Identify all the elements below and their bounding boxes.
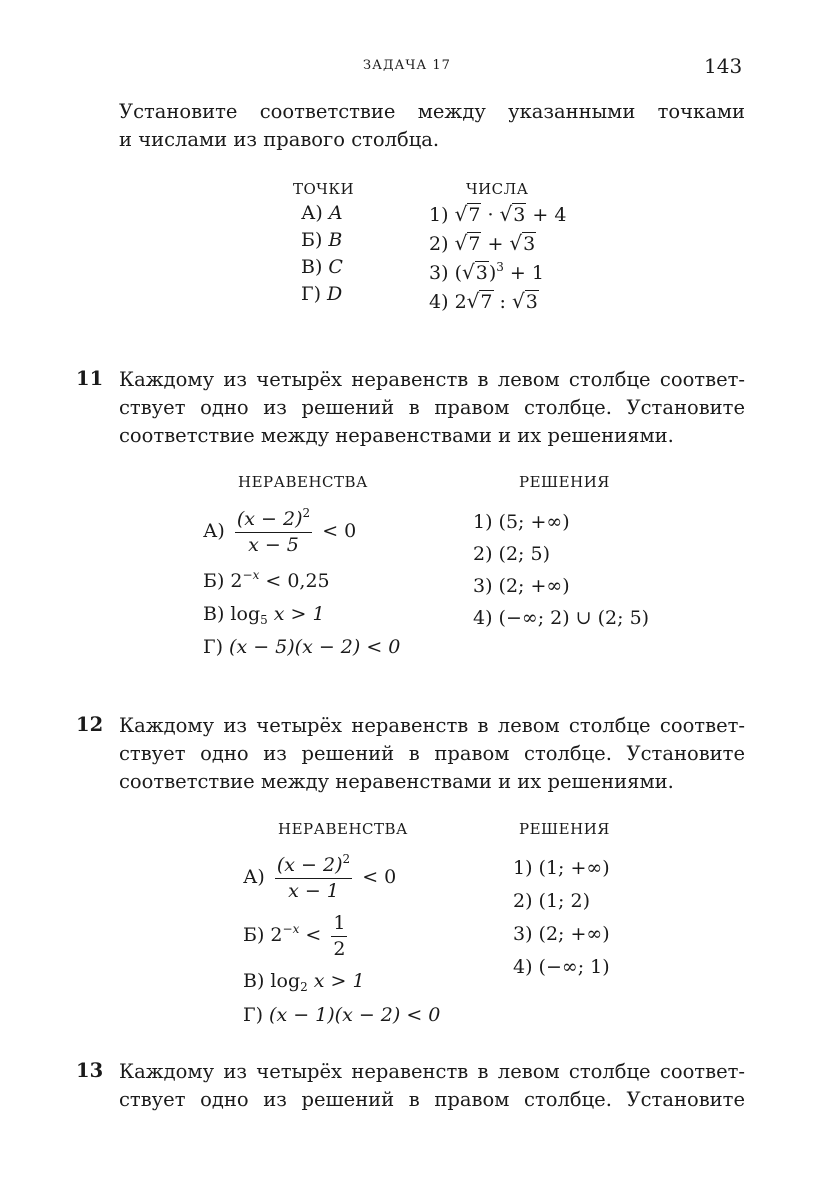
inequality-item: Г) (x − 1)(x − 2) < 0 xyxy=(243,1004,441,1026)
inequalities-column-header: НЕРАВЕНСТВА xyxy=(278,820,408,838)
solution-item: 3) (2; +∞) xyxy=(473,575,570,597)
sqrt-expression: √7 xyxy=(466,289,493,313)
solution-item: 2) (1; 2) xyxy=(513,890,590,912)
points-column-header: ТОЧКИ xyxy=(293,180,355,198)
solution-item: 4) (−∞; 1) xyxy=(513,956,610,978)
inequality-item: В) $\log_2 x > 1$ xyxy=(243,970,365,994)
task-text xyxy=(119,712,745,796)
solution-item: 2) (2; 5) xyxy=(473,543,550,565)
text-line: ствует одно из решений в правом столбце. Установите xyxy=(119,1088,745,1111)
inequality-item: В) $\log_5 x > 1$ xyxy=(203,603,325,627)
text-line: ствует одно из решений в правом столбце. Установите xyxy=(119,742,745,765)
fraction: $\frac{(x - 2)^2}{x - 1}$ xyxy=(276,852,351,902)
sqrt-expression: √7 xyxy=(454,231,481,255)
solution-item: 4) (−∞; 2) ∪ (2; 5) xyxy=(473,607,650,629)
number-item: 4) 2√7 : √3 xyxy=(429,289,538,313)
intro-text xyxy=(119,98,745,154)
running-header: ЗАДАЧА 17 xyxy=(363,58,451,73)
text-line: и числами из правого столбца. xyxy=(119,128,440,151)
text-line: соответствие между неравенствами и их решениями. xyxy=(119,424,674,447)
page-number: 143 xyxy=(704,54,743,78)
inequalities-column-header: НЕРАВЕНСТВА xyxy=(238,473,368,491)
solution-item: 1) (1; +∞) xyxy=(513,857,610,879)
solutions-column-header: РЕШЕНИЯ xyxy=(519,473,610,491)
point-item: В) C xyxy=(301,256,343,278)
solutions-column-header: РЕШЕНИЯ xyxy=(519,820,610,838)
text-line: Каждому из четырёх неравенств в левом столбце соответ- xyxy=(119,714,745,737)
sqrt-expression: √3 xyxy=(461,260,488,284)
inequality-item: Б) $2^{-x} < 0,25$ xyxy=(203,568,330,592)
fraction: $\frac{1}{2}$ xyxy=(333,912,346,960)
sqrt-expression: √3 xyxy=(511,289,538,313)
numbers-column-header: ЧИСЛА xyxy=(466,180,529,198)
text-line: Каждому из четырёх неравенств в левом столбце соответ- xyxy=(119,1060,745,1083)
inequality-item: Г) (x − 5)(x − 2) < 0 xyxy=(203,636,401,658)
solution-item: 3) (2; +∞) xyxy=(513,923,610,945)
task-number: 12 xyxy=(76,713,104,736)
number-item: 3) $(√3)^3 + 1$ xyxy=(429,260,544,284)
inequality-item: Б) $2^{-x}$ < $\frac{1}{2}$ xyxy=(243,912,346,960)
number-item: 1) √7 · √3 + 4 xyxy=(429,202,567,226)
text-line: ствует одно из решений в правом столбце. Установите xyxy=(119,396,745,419)
text-line: Каждому из четырёх неравенств в левом столбце соответ- xyxy=(119,368,745,391)
number-item: 2) √7 + √3 xyxy=(429,231,536,255)
sqrt-expression: √3 xyxy=(499,202,526,226)
solution-item: 1) (5; +∞) xyxy=(473,511,570,533)
sqrt-expression: √7 xyxy=(454,202,481,226)
point-item: А) A xyxy=(301,202,343,224)
inequality-item: А) $\frac{(x - 2)^2}{x - 1}$ < 0 xyxy=(243,852,397,902)
point-item: Б) B xyxy=(301,229,343,251)
task-number: 13 xyxy=(76,1059,104,1082)
task-text xyxy=(119,366,745,450)
point-item: Г) D xyxy=(301,283,343,305)
task-number: 11 xyxy=(76,367,104,390)
inequality-item: А) $\frac{(x - 2)^2}{x - 5}$ < 0 xyxy=(203,506,357,556)
fraction: $\frac{(x - 2)^2}{x - 5}$ xyxy=(236,506,311,556)
text-line: соответствие между неравенствами и их решениями. xyxy=(119,770,674,793)
task-text xyxy=(119,1058,745,1114)
text-line: Установите соответствие между указанными точками xyxy=(119,100,745,123)
sqrt-expression: √3 xyxy=(509,231,536,255)
